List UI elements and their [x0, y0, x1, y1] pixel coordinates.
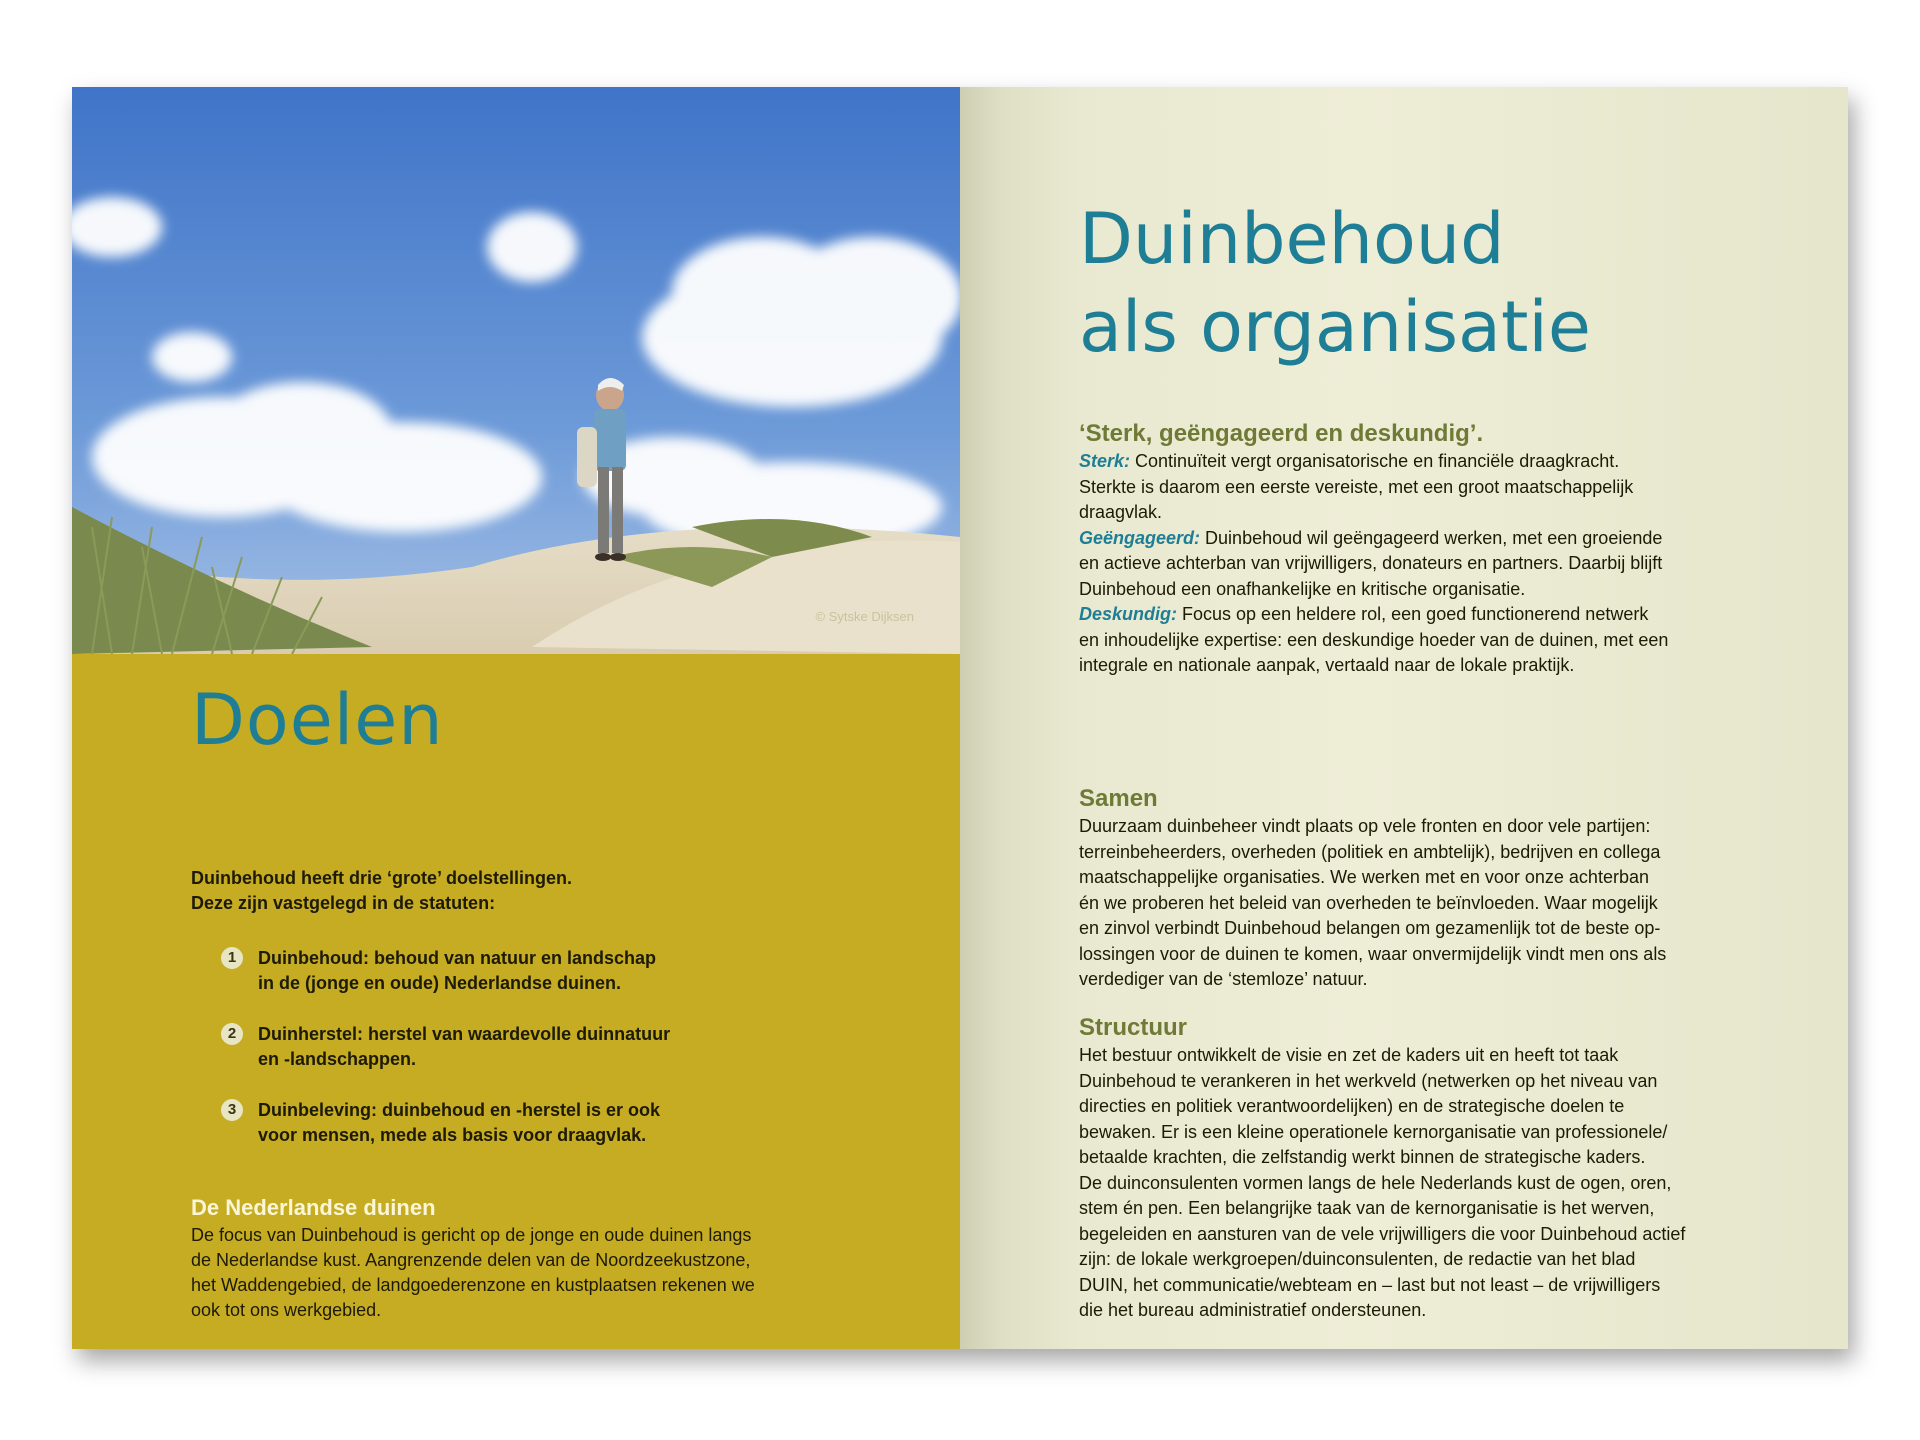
- intro-line: Duinbehoud heeft drie ‘grote’ doelstellingen.: [191, 868, 573, 888]
- body-line: en inhoudelijke expertise: een deskundige hoeder van de duinen, met een: [1079, 629, 1669, 650]
- body-line: terreinbeheerders, overheden (politiek en ambtelijk), bedrijven en collega: [1079, 841, 1661, 862]
- body-line: DUIN, het communicatie/webteam en – last but not least – de vrijwilligers: [1079, 1274, 1661, 1295]
- body-line: die het bureau administratief ondersteunen.: [1079, 1300, 1427, 1320]
- keyword-geengageerd: Geëngageerd:: [1079, 527, 1201, 548]
- goal-text-line: in de (jonge en oude) Nederlandse duinen.: [258, 973, 622, 993]
- body-text: Continuïteit vergt organisatorische en financiële draagkracht.: [1130, 451, 1620, 471]
- left-page: [72, 87, 960, 1349]
- structuur-body: [1079, 1043, 1685, 1324]
- body-line: de Nederlandse kust. Aangrenzende delen van de Noordzeekustzone,: [191, 1250, 751, 1270]
- organisatie-title: [1079, 195, 1591, 371]
- body-text: Focus op een heldere rol, een goed functionerend netwerk: [1177, 604, 1649, 624]
- body-line: ook tot ons werkgebied.: [191, 1300, 382, 1320]
- body-line: en zinvol verbindt Duinbehoud belangen om gezamenlijk tot de beste op-: [1079, 918, 1661, 938]
- goal-text-line: Duinbehoud: behoud van natuur en landschap: [258, 948, 657, 968]
- body-line: en actieve achterban van vrijwilligers, donateurs en partners. Daarbij blijft: [1079, 553, 1663, 573]
- body-line: De focus van Duinbehoud is gericht op de jonge en oude duinen langs: [191, 1225, 752, 1245]
- dune-photo: [72, 87, 960, 654]
- goal-number-badge: 1: [221, 947, 243, 969]
- quote-body: [1079, 449, 1668, 679]
- body-line: maatschappelijke organisaties. We werken met en voor onze achterban: [1079, 867, 1649, 887]
- body-line: begeleiden en aansturen van de vele vrijwilligers die voor Duinbehoud actief: [1079, 1223, 1686, 1244]
- samen-heading: Samen: [1079, 785, 1158, 812]
- brochure-spread: [72, 87, 1848, 1349]
- body-line: directies en politiek verantwoordelijken) en de strategische doelen te: [1079, 1096, 1625, 1116]
- body-text: Duinbehoud wil geëngageerd werken, met een groeiende: [1200, 527, 1663, 548]
- goal-number-badge: 3: [221, 1099, 243, 1121]
- body-line: De duinconsulenten vormen langs de hele Nederlands kust de ogen, oren,: [1079, 1172, 1672, 1193]
- body-line: draagvlak.: [1079, 502, 1163, 522]
- goal-text-line: voor mensen, mede als basis voor draagvlak.: [258, 1125, 647, 1145]
- body-line: betaalde krachten, die zelfstandig werkt binnen de strategische kaders.: [1079, 1147, 1646, 1167]
- goal-text-line: Duinherstel: herstel van waardevolle duinnatuur: [258, 1024, 671, 1044]
- title-line: Duinbehoud: [1079, 198, 1505, 280]
- photo-credit: © Sytske Dijksen: [815, 609, 914, 624]
- structuur-heading: Structuur: [1079, 1014, 1187, 1041]
- body-line: het Waddengebied, de landgoederenzone en kustplaatsen rekenen we: [191, 1275, 755, 1295]
- body-line: verdediger van de ‘stemloze’ natuur.: [1079, 969, 1368, 989]
- quote-heading: ‘Sterk, geëngageerd en deskundig’.: [1079, 420, 1484, 447]
- body-line: bewaken. Er is een kleine operationele kernorganisatie van professionele/: [1079, 1121, 1668, 1142]
- body-line: Het bestuur ontwikkelt de visie en zet de kaders uit en heeft tot taak: [1079, 1045, 1619, 1065]
- keyword-deskundig: Deskundig:: [1079, 604, 1178, 624]
- body-line: [1079, 602, 1668, 628]
- section-body-nederlandse-duinen: [191, 1223, 755, 1323]
- goal-text-line: Duinbeleving: duinbehoud en -herstel is er ook: [258, 1100, 661, 1120]
- body-line: Duurzaam duinbeheer vindt plaats op vele fronten en door vele partijen:: [1079, 816, 1651, 836]
- right-page: [960, 87, 1848, 1349]
- samen-body: [1079, 814, 1666, 993]
- goal-number-badge: 2: [221, 1023, 243, 1045]
- intro-line: Deze zijn vastgelegd in de statuten:: [191, 893, 496, 913]
- body-line: stem én pen. Een belangrijke taak van de kernorganisatie is het werven,: [1079, 1198, 1655, 1218]
- title-line: als organisatie: [1079, 286, 1591, 368]
- body-line: zijn: de lokale werkgroepen/duinconsulenten, de redactie van het blad: [1079, 1249, 1636, 1269]
- body-line: lossingen voor de duinen te komen, waar onvermijdelijk vindt men ons als: [1079, 943, 1667, 964]
- body-line: Duinbehoud een onafhankelijke en kritische organisatie.: [1079, 578, 1526, 599]
- body-line: Sterkte is daarom een eerste vereiste, met een groot maatschappelijk: [1079, 476, 1634, 497]
- body-line: integrale en nationale aanpak, vertaald naar de lokale praktijk.: [1079, 655, 1575, 675]
- section-heading-nederlandse-duinen: De Nederlandse duinen: [191, 1195, 436, 1220]
- doelen-intro: [191, 866, 572, 916]
- doelen-title: Doelen: [191, 679, 444, 761]
- body-line: Duinbehoud te verankeren in het werkveld (netwerken op het niveau van: [1079, 1070, 1658, 1091]
- body-line: [1079, 526, 1668, 552]
- keyword-sterk: Sterk:: [1079, 451, 1131, 471]
- body-line: én we proberen het beleid van overheden te beïnvloeden. Waar mogelijk: [1079, 892, 1658, 913]
- goal-text-line: en -landschappen.: [258, 1049, 417, 1069]
- body-line: [1079, 449, 1668, 475]
